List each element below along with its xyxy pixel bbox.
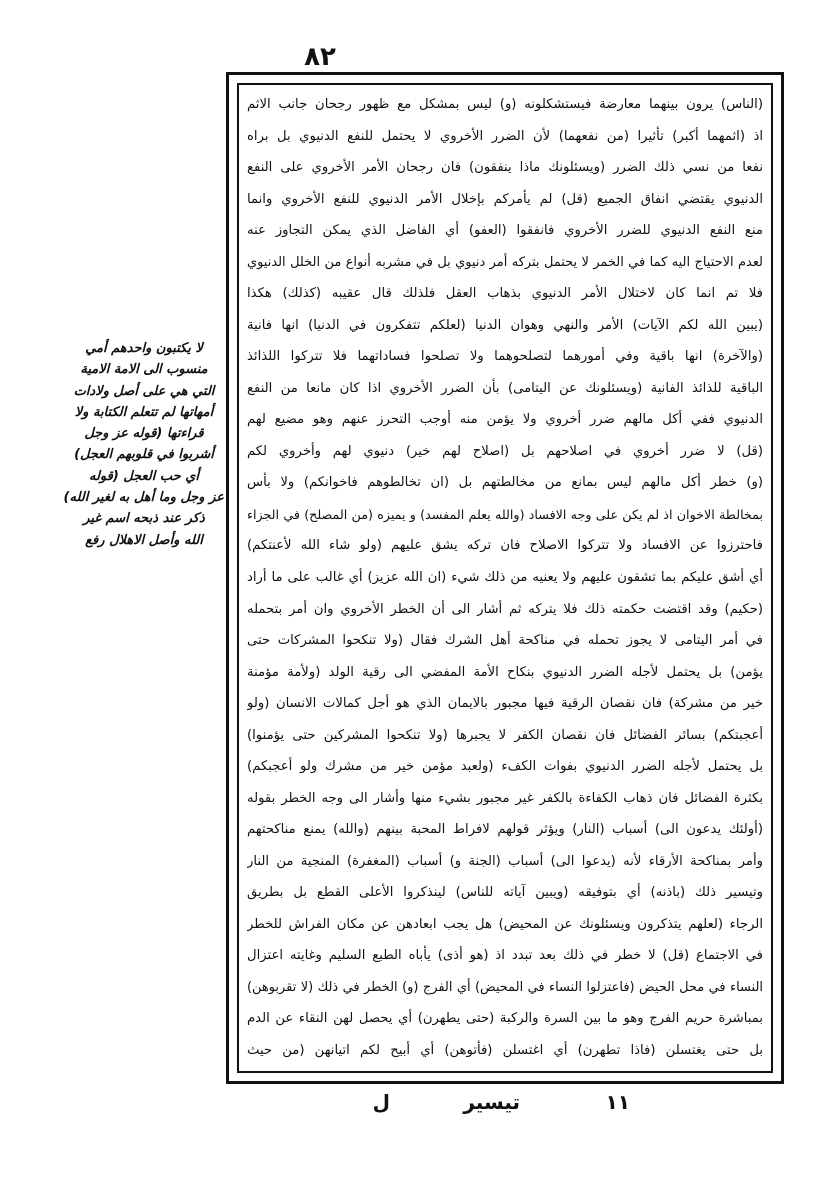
text-line: وتيسير ذلك (باذنه) أي بتوفيقه (ويبين آياته للناس) لينذكروا الأعلى القطع بل بطريق xyxy=(247,885,763,901)
margin-note-line: أمهاتها لم تتعلم الكتابة ولا xyxy=(74,404,214,420)
text-line: وأمر بمناكحة الأرقاء لأنه (يدعوا الى) أسباب (الجنة و) أسباب (المغفرة) المنجية من النار xyxy=(247,853,763,869)
text-line: بل يحتمل لأجله الضرر الدنيوي بفوات الكفء (ولعبد مؤمن خير من مشرك ولو أعجبكم) xyxy=(247,759,763,775)
text-line: الرجاء (لعلهم يتذكرون ويسئلونك عن المحيض) هل يجب ابعادهن عن مكان الفراش للخطر xyxy=(247,916,763,932)
text-line: بكثرة الفضائل فان ذهاب الكفاءة بالكفر غير مجبور بشيء منها وأشار الى وجه الخطر بقوله xyxy=(247,790,763,806)
text-line: (أولئك يدعون الى) أسباب (النار) ويؤثر قولهم لافراط المحبة بينهم (والله) يمنع مناكحتهم xyxy=(247,822,763,838)
page-number: ٨٢ xyxy=(304,42,336,72)
text-frame-inner xyxy=(237,83,773,1073)
text-line: بمخالطة الاخوان اذ لم يكن على وجه الافساد (والله يعلم المفسد) و يميزه (من المصلح) في الجزاء xyxy=(247,506,763,522)
margin-note-line: الله وأصل الاهلال رفع xyxy=(85,532,203,548)
text-line: (قل) لا ضرر أخروي في اصلاحهم بل (اصلاح لهم خير) دنيوي لهم وأخروي لكم xyxy=(247,443,763,459)
text-line: الباقية للذائذ الفانية (ويسئلونك عن اليتامى) بأن الضرر الأخروي اذا كان مانعا من النفع xyxy=(247,380,763,396)
text-line: خير من مشركة) فان نقصان الرقية فيها مجبور بالايمان الذي هو أجل كمالات الانسان (ولو xyxy=(247,696,763,712)
main-text-block xyxy=(247,93,763,1063)
margin-note xyxy=(64,338,224,551)
text-line: الدنيوي يقتضي انفاق الجميع (قل) لم يأمركم بإخلال الأمر الدنيوي للنفع الأخروي وانما xyxy=(247,191,763,207)
text-line: نفعا من نسي ذلك الضرر (ويسئلونك ماذا ينفقون) فان رجحان الأمر الأخروي على النفع xyxy=(247,160,763,176)
text-line: في الاجتماع (قل) لا خطر في ذلك بعد تبدد اذ (هو أذى) يأباه الطبع السليم وغايته اعتزال xyxy=(247,948,763,964)
margin-note-line: منسوب الى الامة الامية xyxy=(80,362,208,378)
text-line: (يبين الله لكم الآيات) الأمر والنهي وهوان الدنيا (لعلكم تتفكرون في الدنيا) انها فانية xyxy=(247,317,763,333)
text-line: فاحترزوا عن الافساد ولا تتركوا الاصلاح فان تركه يشق عليهم (ولو شاء الله لأعنتكم) xyxy=(247,538,763,554)
text-line: الدنيوي ففي أكل مالهم ضرر أخروي ولا يؤمن منه أوجب التحرز عنهم وهو مضيع لهم xyxy=(247,412,763,428)
text-line: أي أشق عليكم بما تشقون عليهم ولا يعنيه من ذلك شيء (ان الله عزيز) أي غالب على ما أراد xyxy=(247,569,763,585)
text-line: بل حتى يغتسلن (فاذا تطهرن) أي اغتسلن (فأتوهن) أي أبيح لكم اتيانهن (من حيث xyxy=(247,1042,763,1058)
text-line: النساء في محل الحيض (فاعتزلوا النساء في المحيض) أي الفرج (و) الخطر في ذلك (لا تقربوهن) xyxy=(247,979,763,995)
margin-note-line: ذكر عند ذبحه اسم غير xyxy=(83,511,205,527)
text-line: (و) خطر أكل مالهم ليس بمانع من مخالطتهم بل (ان تخالطوهم فاخوانكم) ولا بأس xyxy=(247,475,763,491)
margin-note-line: عز وجل وما أهل به لغير الله) xyxy=(63,490,224,506)
margin-note-line: لا يكتبون واحدهم أمي xyxy=(85,341,203,356)
signature-title: تيسير xyxy=(463,1090,520,1114)
text-line: (حكيم) وقد اقتضت حكمته ذلك فلا يتركه ثم أشار الى أن الخطر الأخروي وان أمر بتحمله xyxy=(247,601,763,617)
text-line: يؤمن) بل يحتمل لأجله الضرر الدنيوي بنكاح الأمة المفضي الى رقية الولد (ولأمة مؤمنة xyxy=(247,664,763,680)
margin-note-line: أي حب العجل (قوله xyxy=(88,468,200,484)
text-line: اذ (اثمهما أكبر) تأثيرا (من نفعهما) لأن الضرر الأخروي لا يحتمل للنفع الدنيوي بل براه xyxy=(247,128,763,144)
text-line: أعجبتكم) بسائر الفضائل فان نقصان الكفر لا يجبرها (ولا تنكحوا المشركين حتى يؤمنوا) xyxy=(247,727,763,743)
text-line: فلا تم انما كان لاختلال الأمر الدنيوي بذهاب العقل فلذلك قال عقيبه (كذلك) هكذا xyxy=(247,286,763,302)
margin-note-line: التي هي على أصل ولادات xyxy=(73,383,215,399)
text-line: لعدم الاحتياج اليه كما في الخمر لا يحتمل بتركه أمر دنيوي بل في مشربه أنواع من الخلل الدنيوي xyxy=(247,254,763,270)
signature-mark: ل xyxy=(372,1090,390,1114)
signature-number: ١١ xyxy=(605,1090,630,1114)
text-line: في أمر اليتامى لا يجوز تحمله في مناكحة أهل الشرك فقال (ولا تنكحوا المشركات حتى xyxy=(247,633,763,649)
text-frame-outer xyxy=(226,72,784,1084)
text-line: (الناس) يرون بينهما معارضة فيستشكلونه (و) ليس بمشكل مع ظهور رجحان جانب الاثم xyxy=(247,97,763,112)
text-line: بمباشرة حريم الفرج وهو ما بين السرة والركبة (حتى يطهرن) أي يحصل لهن النقاء عن الدم xyxy=(247,1011,763,1027)
text-line: منع النفع الدنيوي للضرر الأخروي فانفقوا (العفو) أي الفاضل الذي يمكن التجاوز عنه xyxy=(247,223,763,239)
margin-note-line: قراءتها (قوله عز وجل xyxy=(84,426,204,442)
page-footer xyxy=(330,1090,690,1118)
margin-note-line: أشربوا في قلوبهم العجل) xyxy=(74,447,214,463)
text-line: (والآخرة) انها باقية وفي أمورهما لتصلحوهما ولا تصلحوا فساداتهما فلا تتركوا اللذائذ xyxy=(247,349,763,365)
